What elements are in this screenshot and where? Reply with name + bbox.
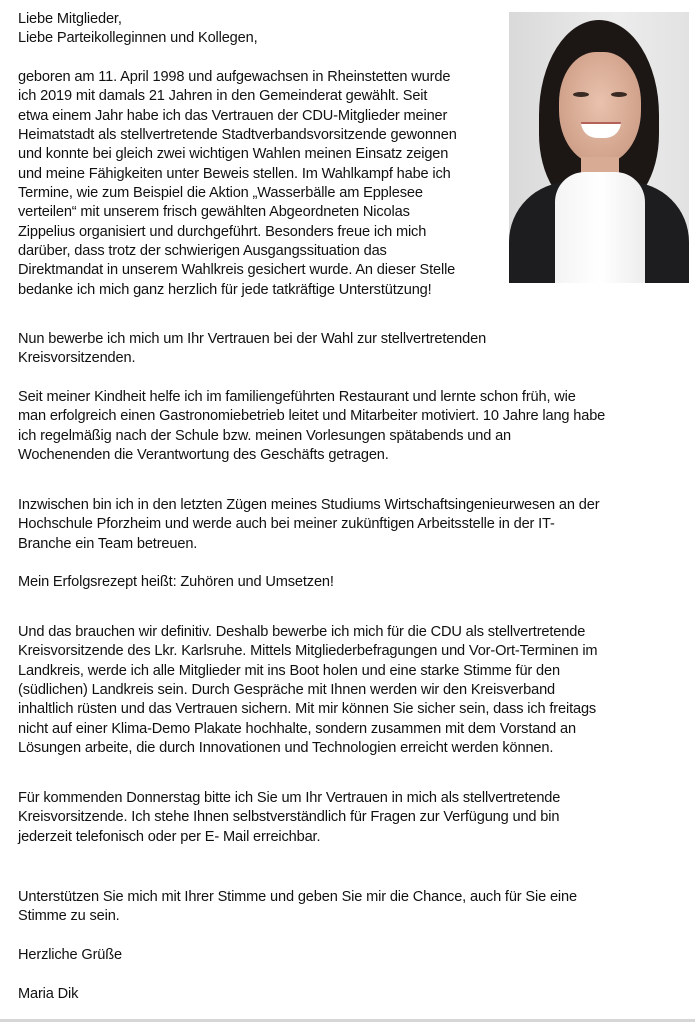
- text-line: Lösungen arbeite, die durch Innovationen und Technologien erreicht werden können.: [18, 740, 554, 757]
- text-line: Kreisvorsitzende. Ich stehe Ihnen selbstverständlich für Fragen zur Verfügung und bin: [18, 809, 560, 826]
- text-line: Kreisvorsitzende des Lkr. Karlsruhe. Mittels Mitgliederbefragungen und Vor-Ort-Terminen im: [18, 643, 598, 660]
- portrait-photo: [509, 12, 689, 283]
- text-line: Branche ein Team betreuen.: [18, 535, 198, 552]
- text-line: ich 2019 mit damals 21 Jahren in den Gemeinderat gewählt. Seit: [18, 88, 428, 105]
- text-line: Liebe Mitglieder,: [18, 11, 122, 27]
- text-line: Nun bewerbe ich mich um Ihr Vertrauen bei der Wahl zur stellvertretenden: [18, 331, 487, 347]
- text-line: Für kommenden Donnerstag bitte ich Sie um Ihr Vertrauen in mich als stellvertretende: [18, 790, 561, 806]
- text-line: Wochenenden die Verantwortung des Geschäfts getragen.: [18, 447, 389, 464]
- text-line: (südlichen) Landkreis sein. Durch Gespräche mit Ihnen werden wir den Kreisverband: [18, 682, 556, 699]
- text-line: Inzwischen bin ich in den letzten Zügen meines Studiums Wirtschaftsingenieurwesen an der: [18, 497, 600, 513]
- text-line: nicht auf einer Klima-Demo Plakate hochhalte, sondern zusammen mit dem Vorstand an: [18, 720, 576, 737]
- text-line: Herzliche Grüße: [18, 947, 122, 963]
- text-line: ich regelmäßig nach der Schule bzw. meinen Vorlesungen spätabends und an: [18, 427, 512, 444]
- paragraph-7: [18, 623, 597, 758]
- text-line: Stimme zu sein.: [18, 908, 120, 925]
- text-line: verteilen“ mit unserem frisch gewählten Abgeordneten Nicolas: [18, 204, 410, 221]
- text-line: Und das brauchen wir definitiv. Deshalb bewerbe ich mich für die CDU als stellvertretende: [18, 624, 586, 640]
- text-line: man erfolgreich einen Gastronomiebetrieb leitet und Mitarbeiter motiviert. 10 Jahre lang habe: [18, 408, 606, 425]
- text-line: Unterstützen Sie mich mit Ihrer Stimme und geben Sie mir die Chance, auch für Sie eine: [18, 889, 577, 905]
- paragraph-10: [18, 946, 122, 965]
- text-line: und meine Fähigkeiten unter Beweis stellen. Im Wahlkampf habe ich: [18, 165, 451, 182]
- paragraph-8: [18, 789, 560, 847]
- text-line: Seit meiner Kindheit helfe ich im familiengeführten Restaurant und lernte schon früh, wie: [18, 389, 576, 405]
- text-line: Zippelius organisiert und durchgeführt. Besonders freue ich mich: [18, 223, 427, 240]
- text-line: Landkreis, werde ich alle Mitglieder mit ins Boot holen und eine starke Stimme für den: [18, 662, 560, 679]
- paragraph-4: [18, 388, 605, 465]
- paragraph-1: [18, 10, 258, 49]
- text-line: Liebe Parteikolleginnen und Kollegen,: [18, 30, 258, 47]
- text-line: Hochschule Pforzheim und werde auch bei meiner zukünftigen Arbeitsstelle in der IT-: [18, 516, 555, 533]
- text-line: inhaltlich rüsten und das Vertrauen sichern. Mit mir können Sie sicher sein, dass ich freitags: [18, 701, 597, 718]
- paragraph-6: [18, 573, 334, 592]
- text-line: etwa einem Jahr habe ich das Vertrauen der CDU-Mitglieder meiner: [18, 107, 448, 124]
- text-line: Maria Dik: [18, 986, 79, 1002]
- text-line: bedanke ich mich ganz herzlich für jede tatkräftige Unterstützung!: [18, 281, 432, 298]
- text-line: Kreisvorsitzenden.: [18, 350, 136, 367]
- paragraph-2: [18, 68, 457, 300]
- paragraph-11: [18, 985, 78, 1004]
- text-line: geboren am 11. April 1998 und aufgewachsen in Rheinstetten wurde: [18, 69, 451, 85]
- text-line: Direktmandat in unserem Wahlkreis gesichert wurde. An dieser Stelle: [18, 262, 456, 279]
- text-line: Termine, wie zum Beispiel die Aktion „Wasserbälle am Epplesee: [18, 185, 423, 202]
- text-line: und konnte bei gleich zwei wichtigen Wahlen meinen Einsatz zeigen: [18, 146, 449, 163]
- text-line: jederzeit telefonisch oder per E- Mail erreichbar.: [18, 828, 321, 845]
- paragraph-9: [18, 888, 577, 927]
- paragraph-5: [18, 496, 599, 554]
- text-line: Mein Erfolgsrezept heißt: Zuhören und Umsetzen!: [18, 574, 334, 590]
- text-line: darüber, dass trotz der schwierigen Ausgangssituation das: [18, 243, 387, 260]
- paragraph-3: [18, 330, 486, 369]
- page-bottom-edge: [0, 1019, 695, 1022]
- text-line: Heimatstadt als stellvertretende Stadtverbandsvorsitzende gewonnen: [18, 127, 457, 144]
